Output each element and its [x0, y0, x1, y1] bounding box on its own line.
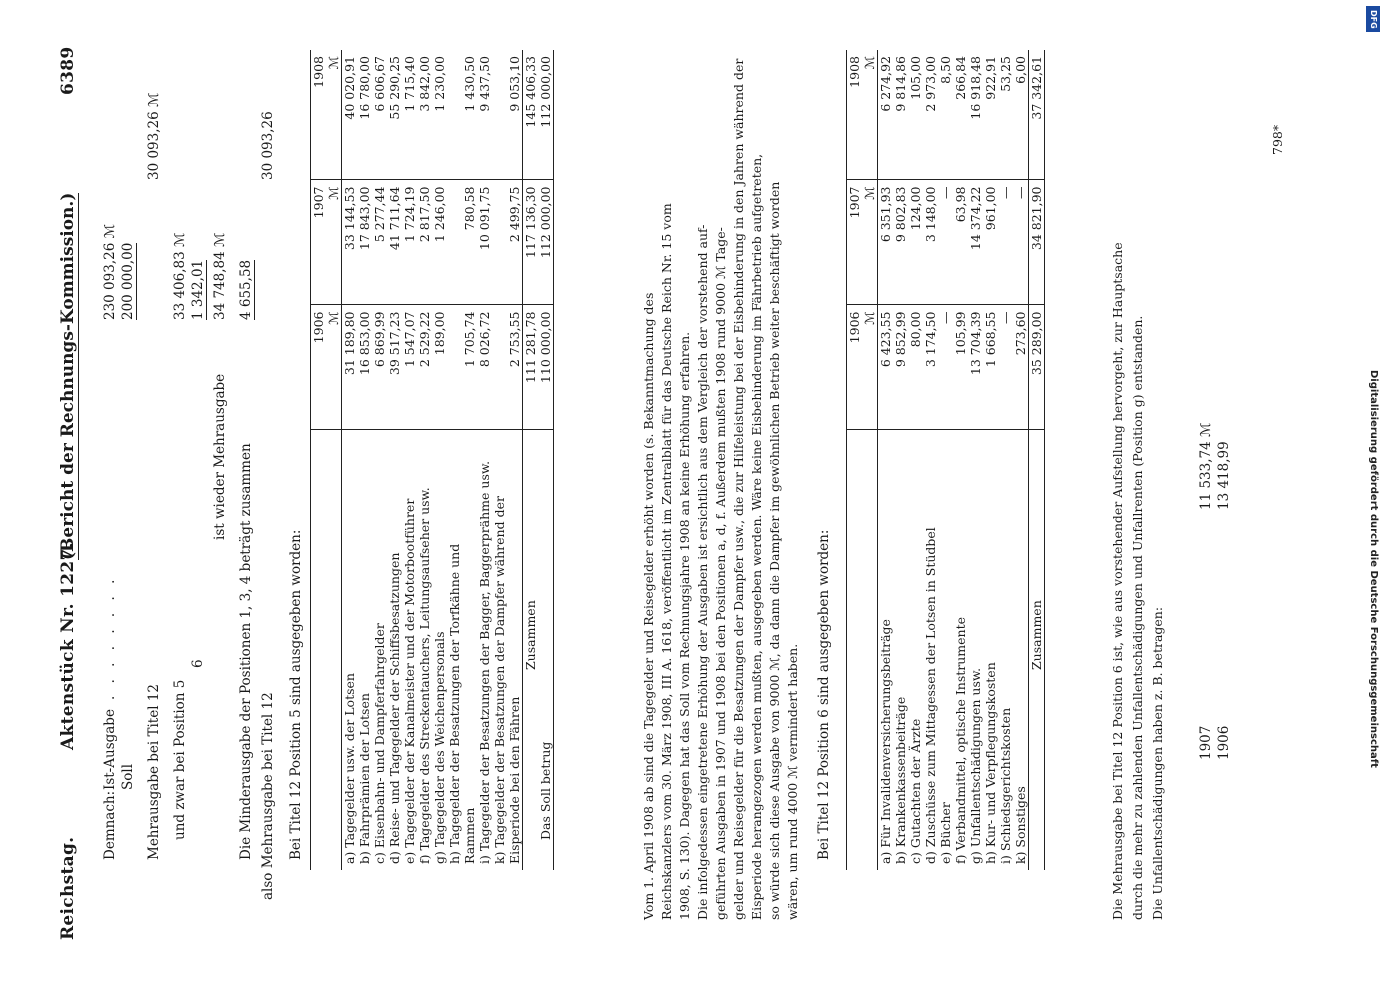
total-value: 117 136,30 — [523, 180, 539, 305]
row-value: 16 780,00 — [357, 50, 372, 180]
row-value: 40 020,91 — [342, 50, 358, 180]
row-value: 2 529,22 — [417, 305, 432, 430]
row-label: e) Bücher — [938, 802, 953, 864]
soll-label: Soll — [120, 763, 136, 790]
wieder-value: 34 748,84 ℳ — [212, 232, 228, 320]
text-line: Die Mehrausgabe bei Titel 12 Position 6 ist, wie aus vorstehender Aufstellung hervorgeht, zur Hauptsache — [1110, 242, 1125, 920]
pos5-value: 33 406,83 ℳ — [172, 232, 188, 320]
text-line: Die Unfallentschädigungen haben z. B. betragen: — [1150, 606, 1165, 920]
s6-unit-spacer — [862, 430, 878, 870]
total-value: 37 342,61 — [1029, 50, 1045, 180]
row-value: — — [1013, 180, 1029, 305]
minder-value: 4 655,58 — [238, 259, 254, 320]
text-line: Vom 1. April 1908 ab sind die Tagegelder und Reisegelder erhöht worden (s. Bekanntmachung des — [641, 292, 656, 920]
text-line: 1908, S. 130). Dagegen hat das Soll vom Rechnungsjahre 1908 an keine Erhöhung erfahren. — [677, 331, 692, 920]
table-row — [998, 50, 1013, 870]
section6-table — [846, 50, 1045, 870]
pos6-value: 1 342,01 — [190, 259, 206, 320]
row-label: f) Verbandmittel, optische Instrumente — [953, 616, 968, 864]
table-row — [878, 50, 894, 870]
s6-year-1906: 1906 — [847, 305, 863, 430]
row-label: i) Schiedsgerichtskosten — [998, 707, 1013, 864]
closing-paragraph — [1108, 242, 1168, 920]
text-line: Eisperiode herangezogen werden mußten, ausgegeben werden. Wäre keine Eisbehinderung im Fährbetrieb aufgetreten, — [749, 153, 764, 920]
row-label: c) Gutachten der Ärzte — [908, 718, 923, 864]
row-label: g) Unfallentschädigungen usw. — [968, 667, 983, 864]
header-center: Aktenstück Nr. 1227. — [58, 542, 78, 750]
also-label: also Mehrausgabe bei Titel 12 — [260, 692, 276, 900]
row-value: 189,00 — [432, 305, 447, 430]
table-row — [477, 50, 492, 870]
total-row — [1029, 50, 1045, 870]
s5-year-1907: 1907 — [311, 180, 327, 305]
s5-unit: ℳ — [326, 50, 342, 180]
dfg-logo: DFG — [1366, 6, 1380, 32]
row-value: 273,60 — [1013, 305, 1029, 430]
table-row — [507, 50, 523, 870]
unfall-year-1906: 1906 — [1216, 725, 1232, 760]
row-value — [492, 50, 507, 180]
row-value: 1 547,07 — [402, 305, 417, 430]
mehr-label: Mehrausgabe bei Titel 12 — [146, 683, 162, 860]
row-value: 2 499,75 — [507, 180, 523, 305]
soll-value: 110 000,00 — [538, 305, 554, 430]
row-value: 6 606,67 — [372, 50, 387, 180]
text-line: durch die mehr zu zahlenden Unfallentschädigungen und Unfallrenten (Position g) entstanden. — [1130, 315, 1145, 920]
table-row — [402, 50, 417, 870]
total-value: 35 289,00 — [1029, 305, 1045, 430]
s5-unit-spacer — [326, 430, 342, 870]
row-value: 31 189,80 — [342, 305, 358, 430]
row-label: k) Sonstiges — [1013, 786, 1028, 864]
table-row — [953, 50, 968, 870]
row-value: 55 290,25 — [387, 50, 402, 180]
row-value: 17 843,00 — [357, 180, 372, 305]
row-label: d) Reise- und Tagegelder der Schiffsbesatzungen — [387, 552, 402, 864]
row-value: 961,00 — [983, 180, 998, 305]
explanation-paragraph — [640, 59, 802, 920]
soll-row — [538, 50, 554, 870]
row-label: i) Tagegelder der Besatzungen der Bagger, Baggerprähme usw. — [477, 460, 492, 864]
s6-unit: ℳ — [862, 305, 878, 430]
row-value: — — [998, 305, 1013, 430]
row-value: 3 174,50 — [923, 305, 938, 430]
footer-mark: 798* — [1270, 124, 1285, 155]
table-row — [342, 50, 358, 870]
row-label: b) Krankenkassenbeiträge — [893, 696, 908, 864]
row-value: 9 852,99 — [893, 305, 908, 430]
page-number: 6389 — [58, 46, 78, 95]
row-value: 2 753,55 — [507, 305, 523, 430]
header-left: Reichstag. — [58, 836, 78, 940]
table-row — [432, 50, 447, 870]
row-value: 9 437,50 — [477, 50, 492, 180]
row-value: 9 814,86 — [893, 50, 908, 180]
row-value: 13 704,39 — [968, 305, 983, 430]
row-value: — — [938, 180, 953, 305]
row-label: k) Tagegelder der Besatzungen der Dampfer während der — [492, 496, 507, 864]
s6-unit: ℳ — [862, 50, 878, 180]
table-row — [417, 50, 432, 870]
row-value: 1 715,40 — [402, 50, 417, 180]
row-value: 1 230,00 — [432, 50, 447, 180]
row-label: c) Eisenbahn- und Dampferfahrgelder — [372, 623, 387, 864]
row-value: 105,00 — [908, 50, 923, 180]
row-value: 6 423,55 — [878, 305, 894, 430]
row-value: 63,98 — [953, 180, 968, 305]
row-value: 41 711,64 — [387, 180, 402, 305]
row-value: 33 144,53 — [342, 180, 358, 305]
total-row — [523, 50, 539, 870]
zwar-label: und zwar bei Position 5 — [172, 679, 188, 840]
s5-year-1908: 1908 — [311, 50, 327, 180]
minder-label: Die Minderausgabe der Positionen 1, 3, 4 beträgt zusammen — [238, 443, 254, 860]
row-value — [492, 305, 507, 430]
table-row — [938, 50, 953, 870]
ist-label: Ist-Ausgabe — [102, 709, 118, 790]
row-value: 16 853,00 — [357, 305, 372, 430]
table-row — [462, 50, 477, 870]
row-value: 1 668,55 — [983, 305, 998, 430]
ist-value: 230 093,26 ℳ — [102, 223, 118, 320]
row-value: 105,99 — [953, 305, 968, 430]
unfall-year-1907: 1907 — [1198, 725, 1214, 760]
row-label: f) Tagegelder des Streckentauchers, Leitungsaufseher usw. — [417, 487, 432, 864]
also-value: 30 093,26 — [260, 111, 276, 180]
row-label: Eisperiode bei den Fähren — [507, 696, 522, 864]
row-value: 124,00 — [908, 180, 923, 305]
section5-table — [310, 50, 554, 870]
soll-value: 112 000,00 — [538, 180, 554, 305]
row-value: — — [938, 305, 953, 430]
row-value: 9 053,10 — [507, 50, 523, 180]
s5-unit: ℳ — [326, 180, 342, 305]
row-value: 6,00 — [1013, 50, 1029, 180]
s6-unit: ℳ — [862, 180, 878, 305]
soll-value: 112 000,00 — [538, 50, 554, 180]
s6-header-spacer — [847, 430, 863, 870]
row-label: h) Tagegelder der Besatzungen der Torfkähne und — [447, 543, 462, 864]
row-value: 5 277,44 — [372, 180, 387, 305]
table-row — [923, 50, 938, 870]
row-value: 6 869,99 — [372, 305, 387, 430]
row-value: 1 724,19 — [402, 180, 417, 305]
pos6-label: 6 — [190, 659, 206, 668]
section6-intro: Bei Titel 12 Position 6 sind ausgegeben worden: — [816, 529, 832, 860]
row-value: 80,00 — [908, 305, 923, 430]
row-label: Rammen — [462, 807, 477, 864]
row-value: 1 705,74 — [462, 305, 477, 430]
row-value: 10 091,75 — [477, 180, 492, 305]
row-value — [447, 305, 462, 430]
row-value — [447, 180, 462, 305]
s5-header-spacer — [311, 430, 327, 870]
row-value: 39 517,23 — [387, 305, 402, 430]
total-value: 145 406,33 — [523, 50, 539, 180]
row-value: 266,84 — [953, 50, 968, 180]
text-line: wären, um rund 4000 ℳ vermindert haben. — [785, 643, 800, 920]
row-value: 53,25 — [998, 50, 1013, 180]
row-label: d) Zuschüsse zum Mittagessen der Lotsen in Stüdbel — [923, 527, 938, 864]
total-label: Zusammen — [523, 430, 539, 870]
row-value: 16 918,48 — [968, 50, 983, 180]
table-row — [983, 50, 998, 870]
row-label: b) Fahrprämien der Lotsen — [357, 693, 372, 864]
soll-value: 200 000,00 — [120, 242, 136, 320]
text-line: Reichskanzlers vom 30. März 1908, III A. 1618, veröffentlicht im Zentralblatt für das Deutsche Reich Nr. 15 vom — [659, 203, 674, 920]
table-row — [908, 50, 923, 870]
table-row — [893, 50, 908, 870]
table-row — [492, 50, 507, 870]
row-value: 3 148,00 — [923, 180, 938, 305]
row-value: 6 351,93 — [878, 180, 894, 305]
row-label: a) Tagegelder usw. der Lotsen — [342, 673, 357, 864]
row-value: 6 274,92 — [878, 50, 894, 180]
unfall-value-1907: 11 533,74 ℳ — [1198, 422, 1214, 510]
row-value: 780,58 — [462, 180, 477, 305]
soll-label: Das Soll betrug — [538, 741, 553, 840]
demnach-label: Demnach: — [102, 790, 118, 860]
row-label: g) Tagegelder des Weichenpersonals — [432, 631, 447, 864]
table-row — [372, 50, 387, 870]
s6-year-1908: 1908 — [847, 50, 863, 180]
text-line: geführten Ausgaben in 1907 und 1908 bei den Positionen a, d, f. Außerdem mußten 1908 rund 9000 ℳ Tage- — [713, 227, 728, 920]
row-value: 1 246,00 — [432, 180, 447, 305]
total-value: 111 281,78 — [523, 305, 539, 430]
section5-intro: Bei Titel 12 Position 5 sind ausgegeben worden: — [288, 529, 304, 860]
row-value: 1 430,50 — [462, 50, 477, 180]
wieder-label: ist wieder Mehrausgabe — [212, 373, 228, 540]
s5-unit: ℳ — [326, 305, 342, 430]
row-value: 3 842,00 — [417, 50, 432, 180]
row-label: a) Für Invalidenversicherungsbeiträge — [878, 619, 893, 864]
table-row — [357, 50, 372, 870]
row-value — [492, 180, 507, 305]
table-row — [1013, 50, 1029, 870]
row-value: 922,91 — [983, 50, 998, 180]
total-value: 34 821,90 — [1029, 180, 1045, 305]
row-value: 14 374,22 — [968, 180, 983, 305]
row-value: — — [998, 180, 1013, 305]
text-line: Die infolgedessen eingetretene Erhöhung der Ausgaben ist ersichtlich aus dem Vergleich der vorstehend auf- — [695, 224, 710, 920]
table-row — [447, 50, 462, 870]
row-value: 2 973,00 — [923, 50, 938, 180]
text-line: gelder und Reisegelder für die Besatzungen der Dampfer usw., die zur Hilfeleistung bei der Eisbehinderung in den Jahren während der — [731, 58, 746, 920]
row-label: h) Kur- und Verpflegungskosten — [983, 662, 998, 864]
row-value: 9 802,83 — [893, 180, 908, 305]
dots: . . . . . . . . — [102, 575, 118, 700]
table-row — [968, 50, 983, 870]
s5-year-1906: 1906 — [311, 305, 327, 430]
mehr-value: 30 093,26 ℳ — [146, 92, 162, 180]
total-label: Zusammen — [1029, 430, 1045, 870]
unfall-value-1906: 13 418,99 — [1216, 441, 1232, 510]
row-value — [447, 50, 462, 180]
table-row — [387, 50, 402, 870]
header-title: (Bericht der Rechnungs-Kommission.) — [58, 192, 78, 560]
row-value: 8,50 — [938, 50, 953, 180]
row-value: 2 817,50 — [417, 180, 432, 305]
digitization-credit: Digitalisierung gefördert durch die Deutsche Forschungsgemeinschaft — [1368, 370, 1379, 768]
text-line: so würde sich diese Ausgabe von 9000 ℳ, da dann die Dampfer im gewöhnlichen Betrieb weiter beschäftigt worden — [767, 181, 782, 920]
row-value: 8 026,72 — [477, 305, 492, 430]
s6-year-1907: 1907 — [847, 180, 863, 305]
row-label: e) Tagegelder der Kanalmeister und der Motorbootführer — [402, 498, 417, 864]
